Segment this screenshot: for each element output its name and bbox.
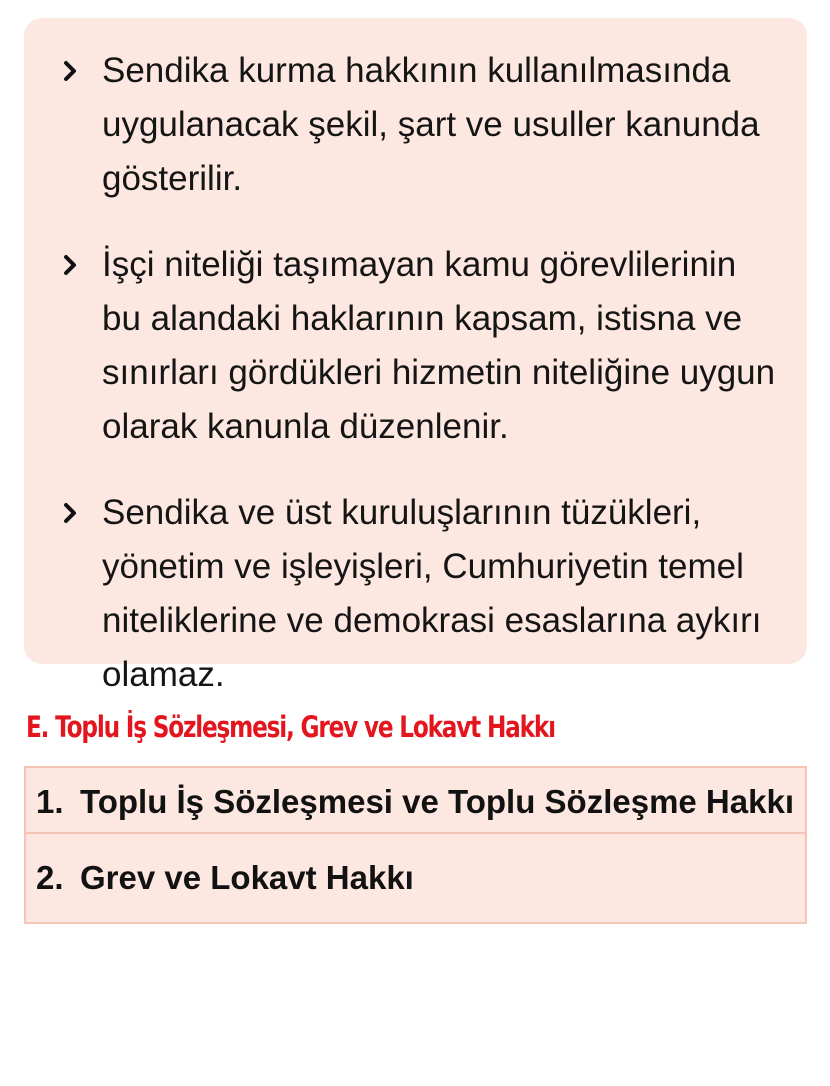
subsection-table xyxy=(24,766,807,924)
bullet-item xyxy=(58,44,777,206)
subsection-title: Grev ve Lokavt Hakkı xyxy=(80,859,414,896)
bullet-text: Sendika kurma hakkının kullanılmasında uygulanacak şekil, şart ve usuller kanunda gösterilir. xyxy=(102,51,760,198)
chevron-right-icon xyxy=(58,238,82,292)
subsection-number: 2. xyxy=(36,859,64,896)
subsection-number: 1. xyxy=(36,783,64,820)
info-note-box xyxy=(24,18,807,694)
bullet-text: Sendika ve üst kuruluşlarının tüzükleri, yönetim ve işleyişleri, Cumhuriyetin temel niteliklerine ve demokrasi esaslarına aykırı olamaz. xyxy=(102,493,762,694)
subsection-row xyxy=(26,768,805,832)
subsection-row xyxy=(26,832,805,922)
subsection-title: Toplu İş Sözleşmesi ve Toplu Sözleşme Hakkı xyxy=(80,783,794,820)
bullet-text: İşçi niteliği taşımayan kamu görevlilerinin bu alandaki haklarının kapsam, istisna ve sınırları gördükleri hizmetin niteliğine uygun olarak kanunla düzenlenir. xyxy=(102,245,776,446)
chevron-right-icon xyxy=(58,44,82,98)
bullet-item xyxy=(58,486,777,702)
chevron-right-icon xyxy=(58,486,82,540)
section-heading: E. Toplu İş Sözleşmesi, Grev ve Lokavt Hakkı xyxy=(26,710,555,744)
bullet-list xyxy=(58,44,777,702)
bullet-item xyxy=(58,238,777,454)
